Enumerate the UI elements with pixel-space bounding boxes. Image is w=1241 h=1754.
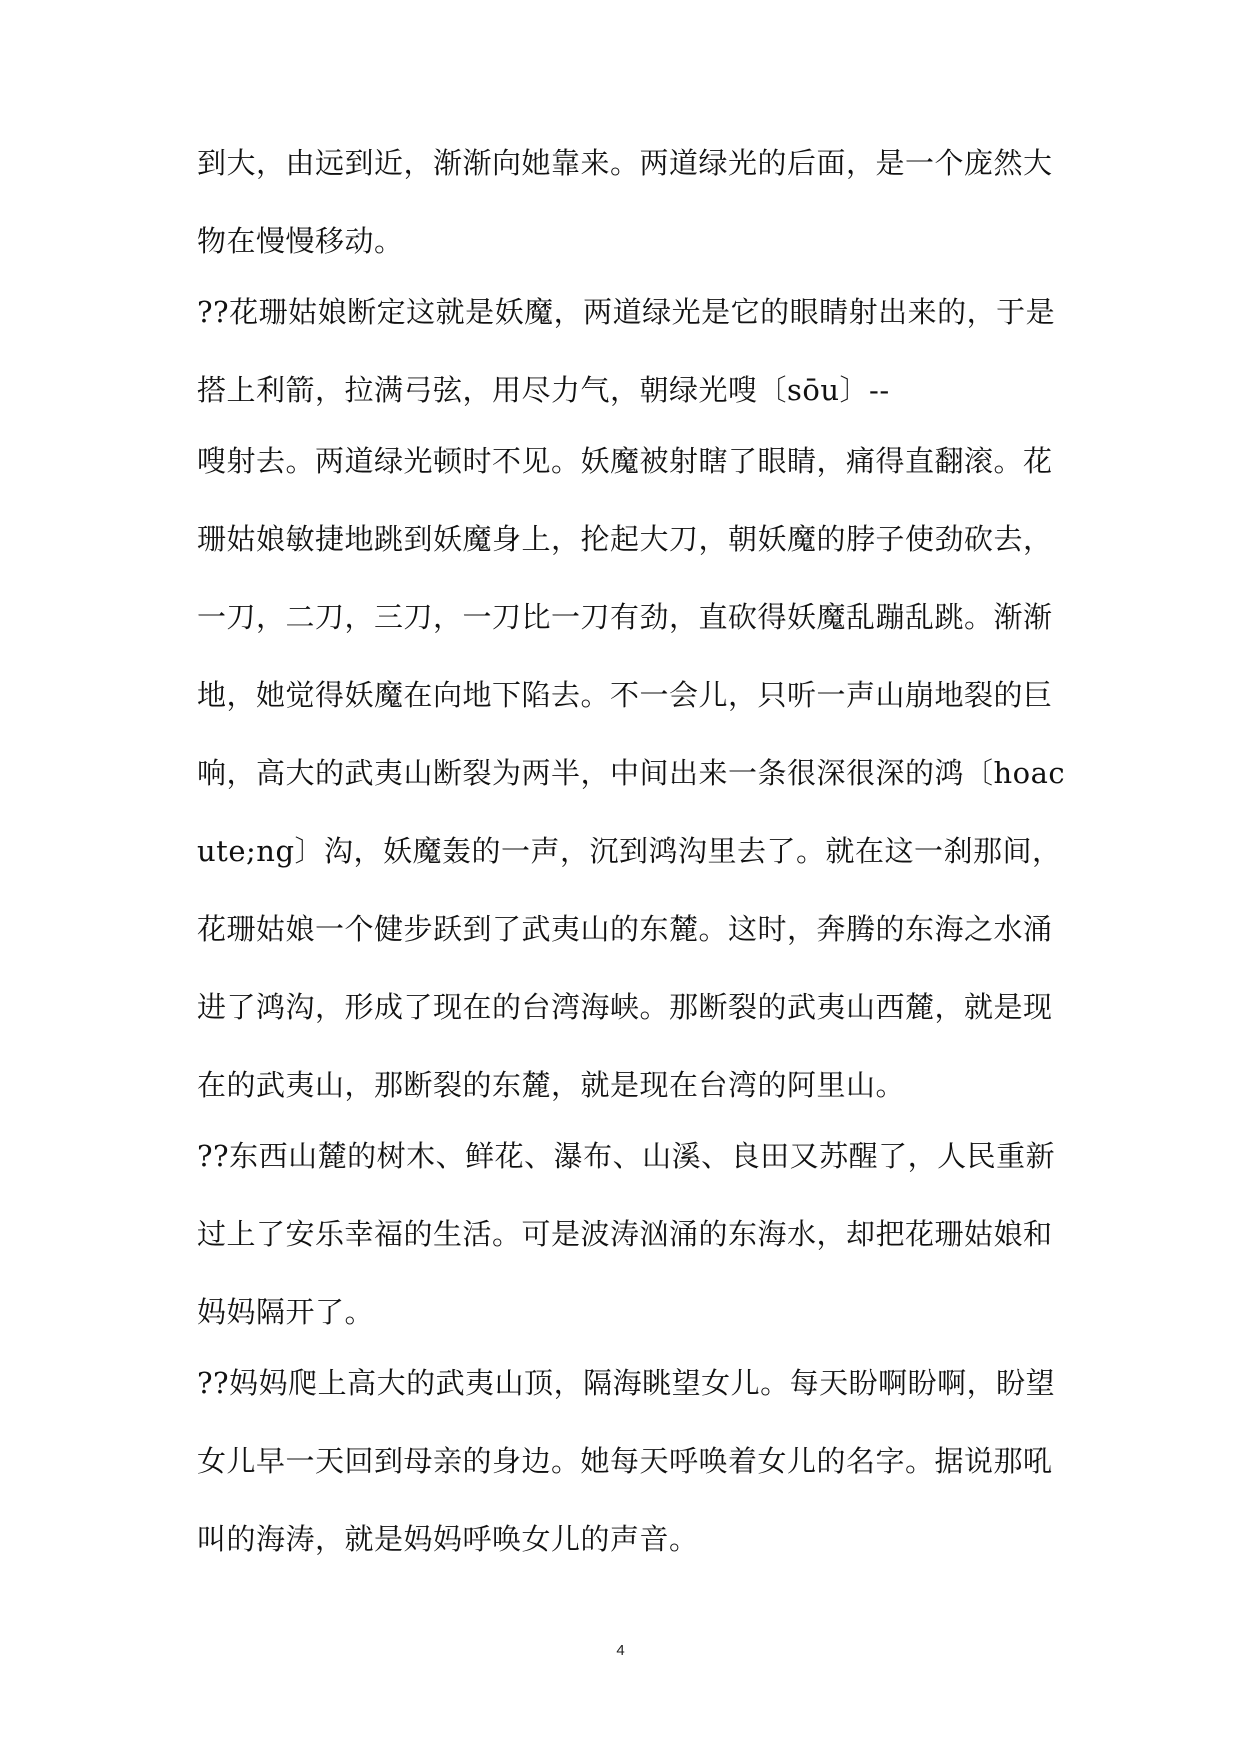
text-line: 一刀，二刀，三刀，一刀比一刀有劲，直砍得妖魔乱蹦乱跳。渐渐 [197,600,1053,634]
text-line: 珊姑娘敏捷地跳到妖魔身上，抡起大刀，朝妖魔的脖子使劲砍去， [197,522,1053,556]
text-line: 到大，由远到近，渐渐向她靠来。两道绿光的后面，是一个庞然大 [197,146,1053,180]
text-line: 过上了安乐幸福的生活。可是波涛汹涌的东海水，却把花珊姑娘和 [197,1217,1053,1251]
text-line: 叫的海涛，就是妈妈呼唤女儿的声音。 [197,1522,699,1556]
text-line: ute;ng〕沟，妖魔轰的一声，沉到鸿沟里去了。就在这一刹那间， [197,834,1062,868]
body-text [197,142,1066,1596]
text-line: 妈妈隔开了。 [197,1295,375,1329]
text-line: ??花珊姑娘断定这就是妖魔，两道绿光是它的眼睛射出来的，于是 [197,295,1056,329]
text-line: 女儿早一天回到母亲的身边。她每天呼唤着女儿的名字。据说那吼 [197,1444,1053,1478]
text-line: 在的武夷山，那断裂的东麓，就是现在台湾的阿里山。 [197,1068,906,1102]
text-line: 物在慢慢移动。 [197,224,404,258]
text-line: ??妈妈爬上高大的武夷山顶，隔海眺望女儿。每天盼啊盼啊，盼望 [197,1366,1056,1400]
text-line: 花珊姑娘一个健步跃到了武夷山的东麓。这时，奔腾的东海之水涌 [197,912,1053,946]
text-line: 地，她觉得妖魔在向地下陷去。不一会儿，只听一声山崩地裂的巨 [197,678,1053,712]
text-line: 嗖射去。两道绿光顿时不见。妖魔被射瞎了眼睛，痛得直翻滚。花 [197,444,1053,478]
text-line: 进了鸿沟，形成了现在的台湾海峡。那断裂的武夷山西麓，就是现 [197,990,1053,1024]
text-line: 搭上利箭，拉满弓弦，用尽力气，朝绿光嗖〔sōu〕-- [197,373,890,407]
page-number: 4 [616,1642,625,1659]
text-line: 响，高大的武夷山断裂为两半，中间出来一条很深很深的鸿〔hoac [197,756,1066,790]
text-line: ??东西山麓的树木、鲜花、瀑布、山溪、良田又苏醒了，人民重新 [197,1139,1056,1173]
